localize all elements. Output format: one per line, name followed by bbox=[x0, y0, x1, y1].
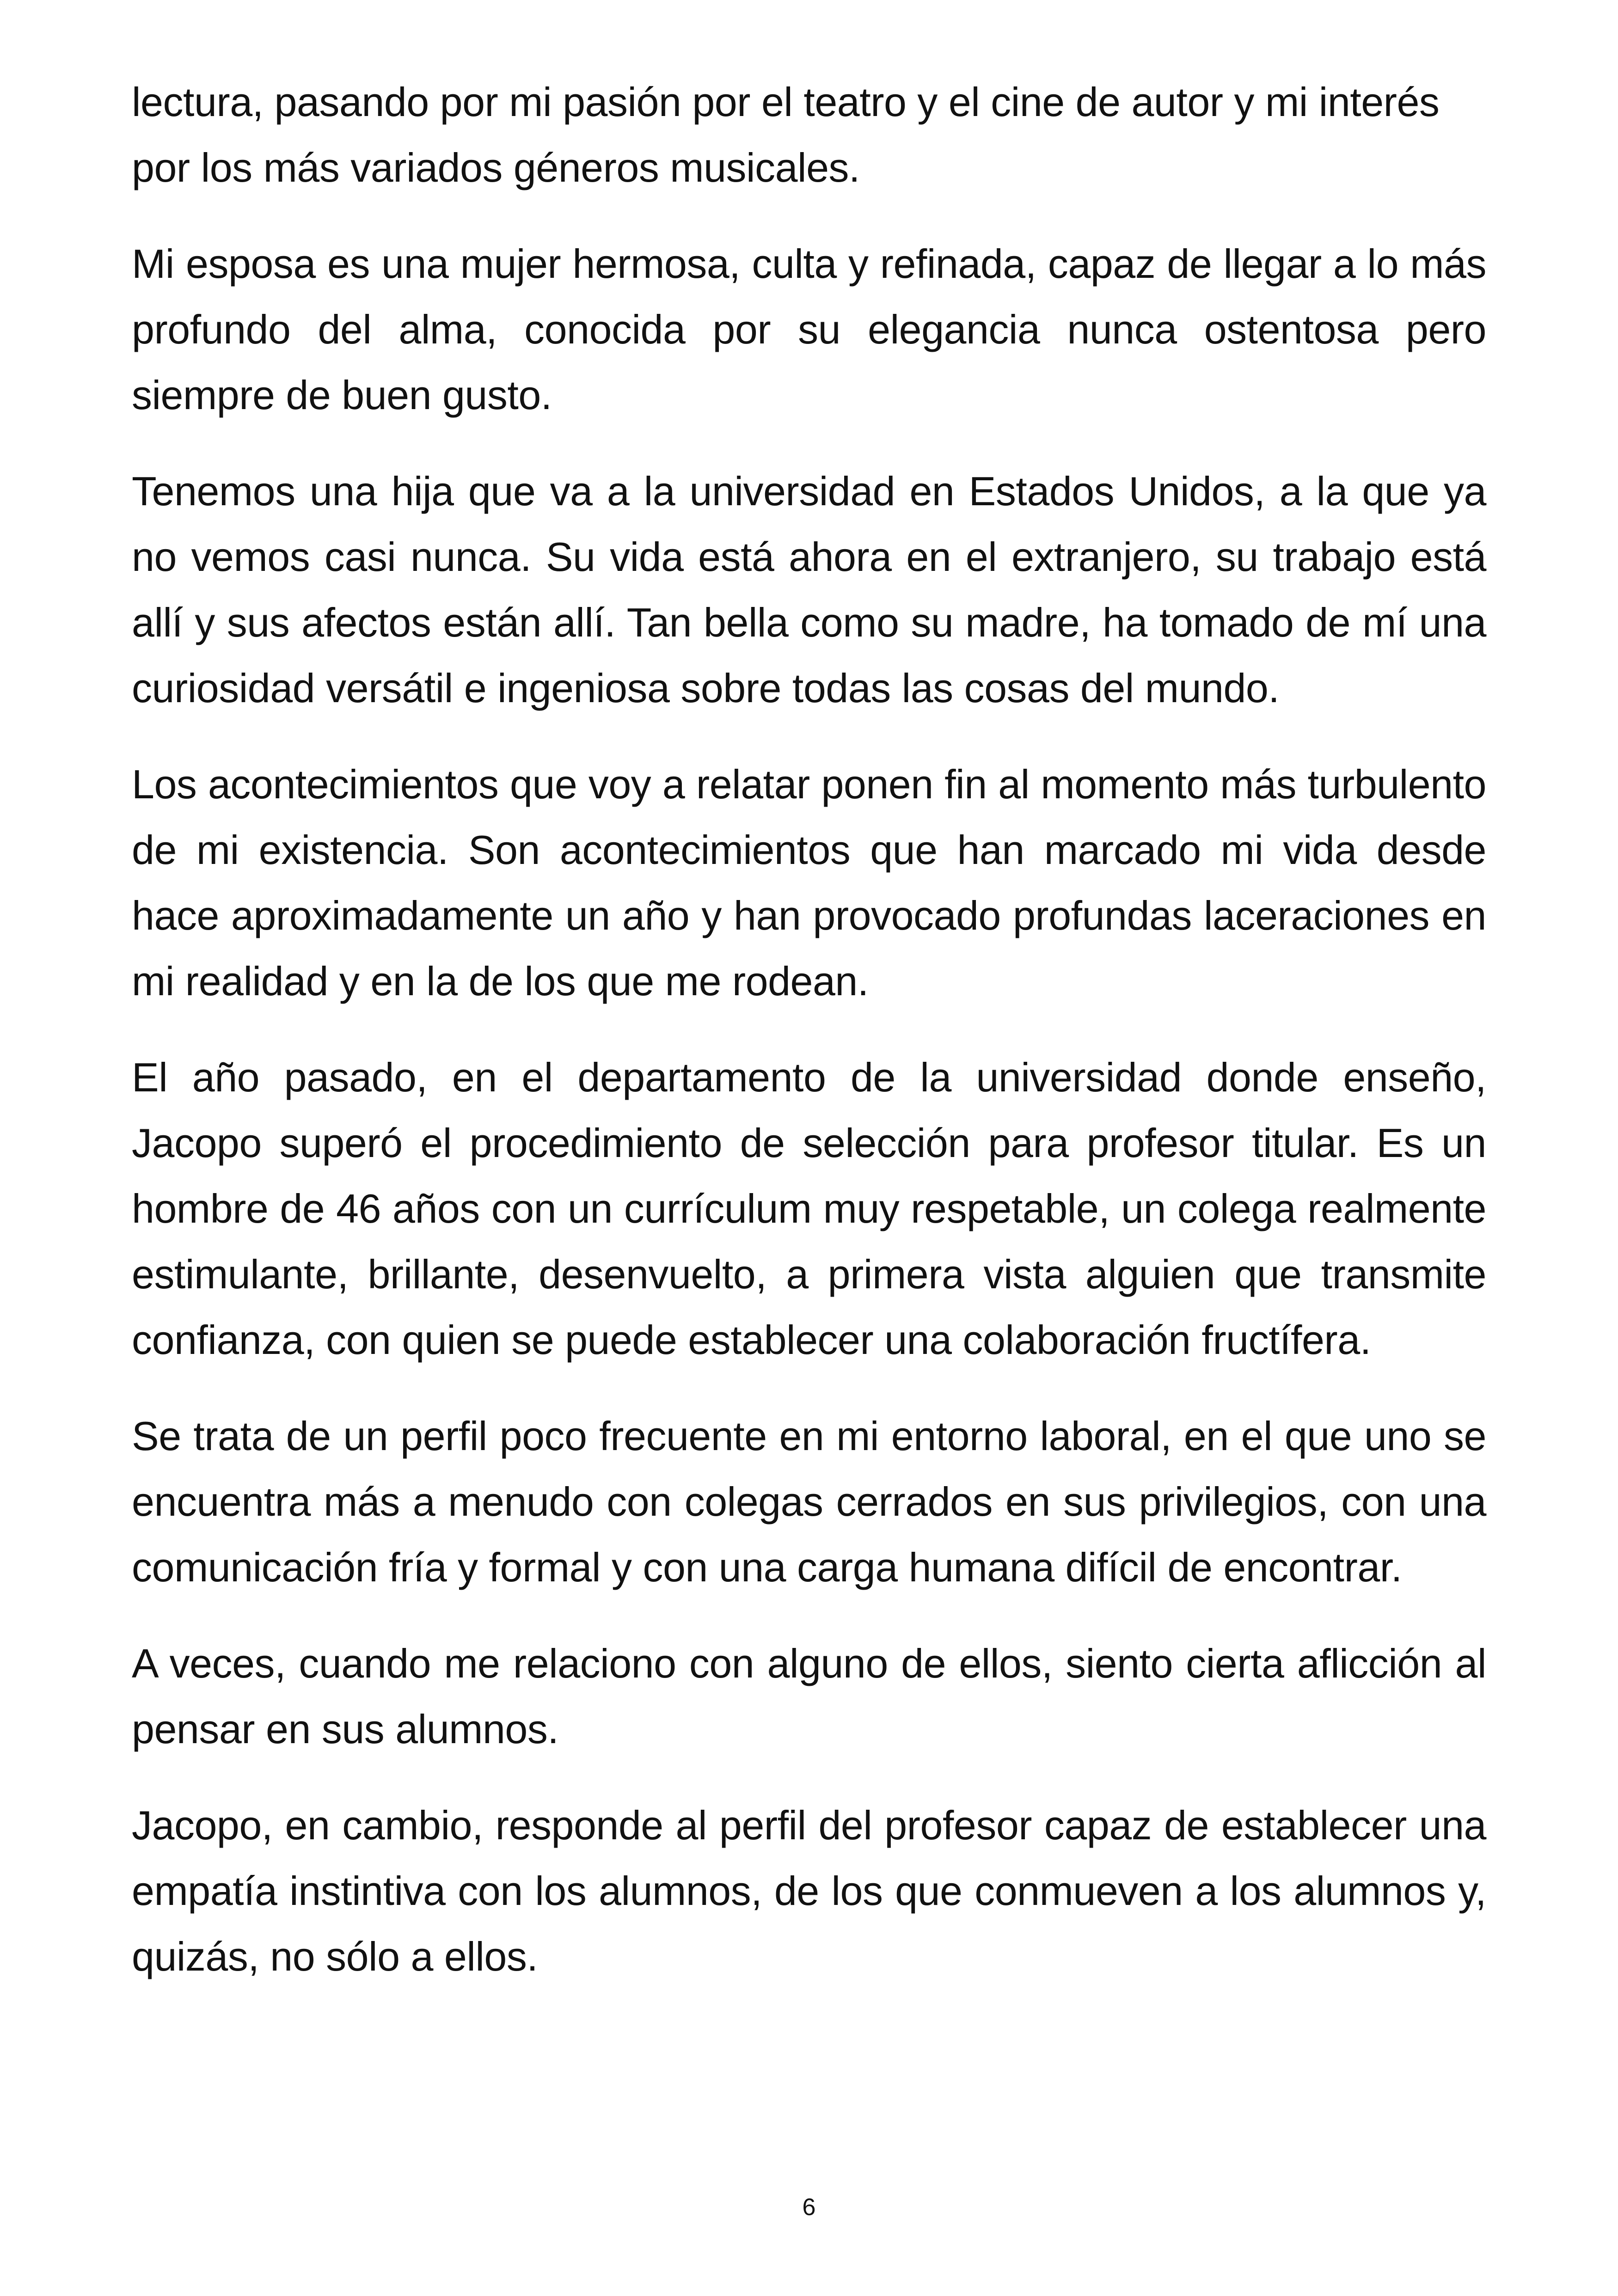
paragraph-8: Jacopo, en cambio, responde al perfil del profesor capaz de establecer una empatía instintiva con los alumnos, de los que conmueven a los alumnos y, quizás, no sólo a ellos. bbox=[132, 1802, 1486, 1979]
paragraph-4: Los acontecimientos que voy a relatar ponen fin al momento más turbulento de mi existencia. Son acontecimientos que han marcado mi vida desde hace aproximadamente un año y han provocado profundas laceraciones en mi realidad y en la de los que me rodean. bbox=[132, 761, 1486, 1004]
paragraph-5: El año pasado, en el departamento de la universidad donde enseño, Jacopo superó el procedimiento de selección para profesor titular. Es un hombre de 46 años con un currículum muy respetable, un colega realmente estimulante, brillante, desenvuelto, a primera vista alguien que transmite confianza, con quien se puede establecer una colaboración fructífera. bbox=[132, 1054, 1486, 1363]
paragraph-7: A veces, cuando me relaciono con alguno de ellos, siento cierta aflicción al pensar en sus alumnos. bbox=[132, 1641, 1486, 1752]
paragraph-3: Tenemos una hija que va a la universidad en Estados Unidos, a la que ya no vemos casi nunca. Su vida está ahora en el extranjero, su trabajo está allí y sus afectos están allí. Tan bella como su madre, ha tomado de mí una curiosidad versátil e ingeniosa sobre todas las cosas del mundo. bbox=[132, 468, 1486, 711]
paragraph-6: Se trata de un perfil poco frecuente en mi entorno laboral, en el que uno se encuentra más a menudo con colegas cerrados en sus privilegios, con una comunicación fría y formal y con una carga humana difícil de encontrar. bbox=[132, 1413, 1486, 1590]
paragraph-2: Mi esposa es una mujer hermosa, culta y refinada, capaz de llegar a lo más profundo del alma, conocida por su elegancia nunca ostentosa pero siempre de buen gusto. bbox=[132, 241, 1486, 418]
page-number: 6 bbox=[802, 2194, 816, 2221]
page-body bbox=[132, 69, 1486, 2020]
paragraph-1: lectura, pasando por mi pasión por el teatro y el cine de autor y mi interés por los más variados géneros musicales. bbox=[132, 79, 1440, 190]
